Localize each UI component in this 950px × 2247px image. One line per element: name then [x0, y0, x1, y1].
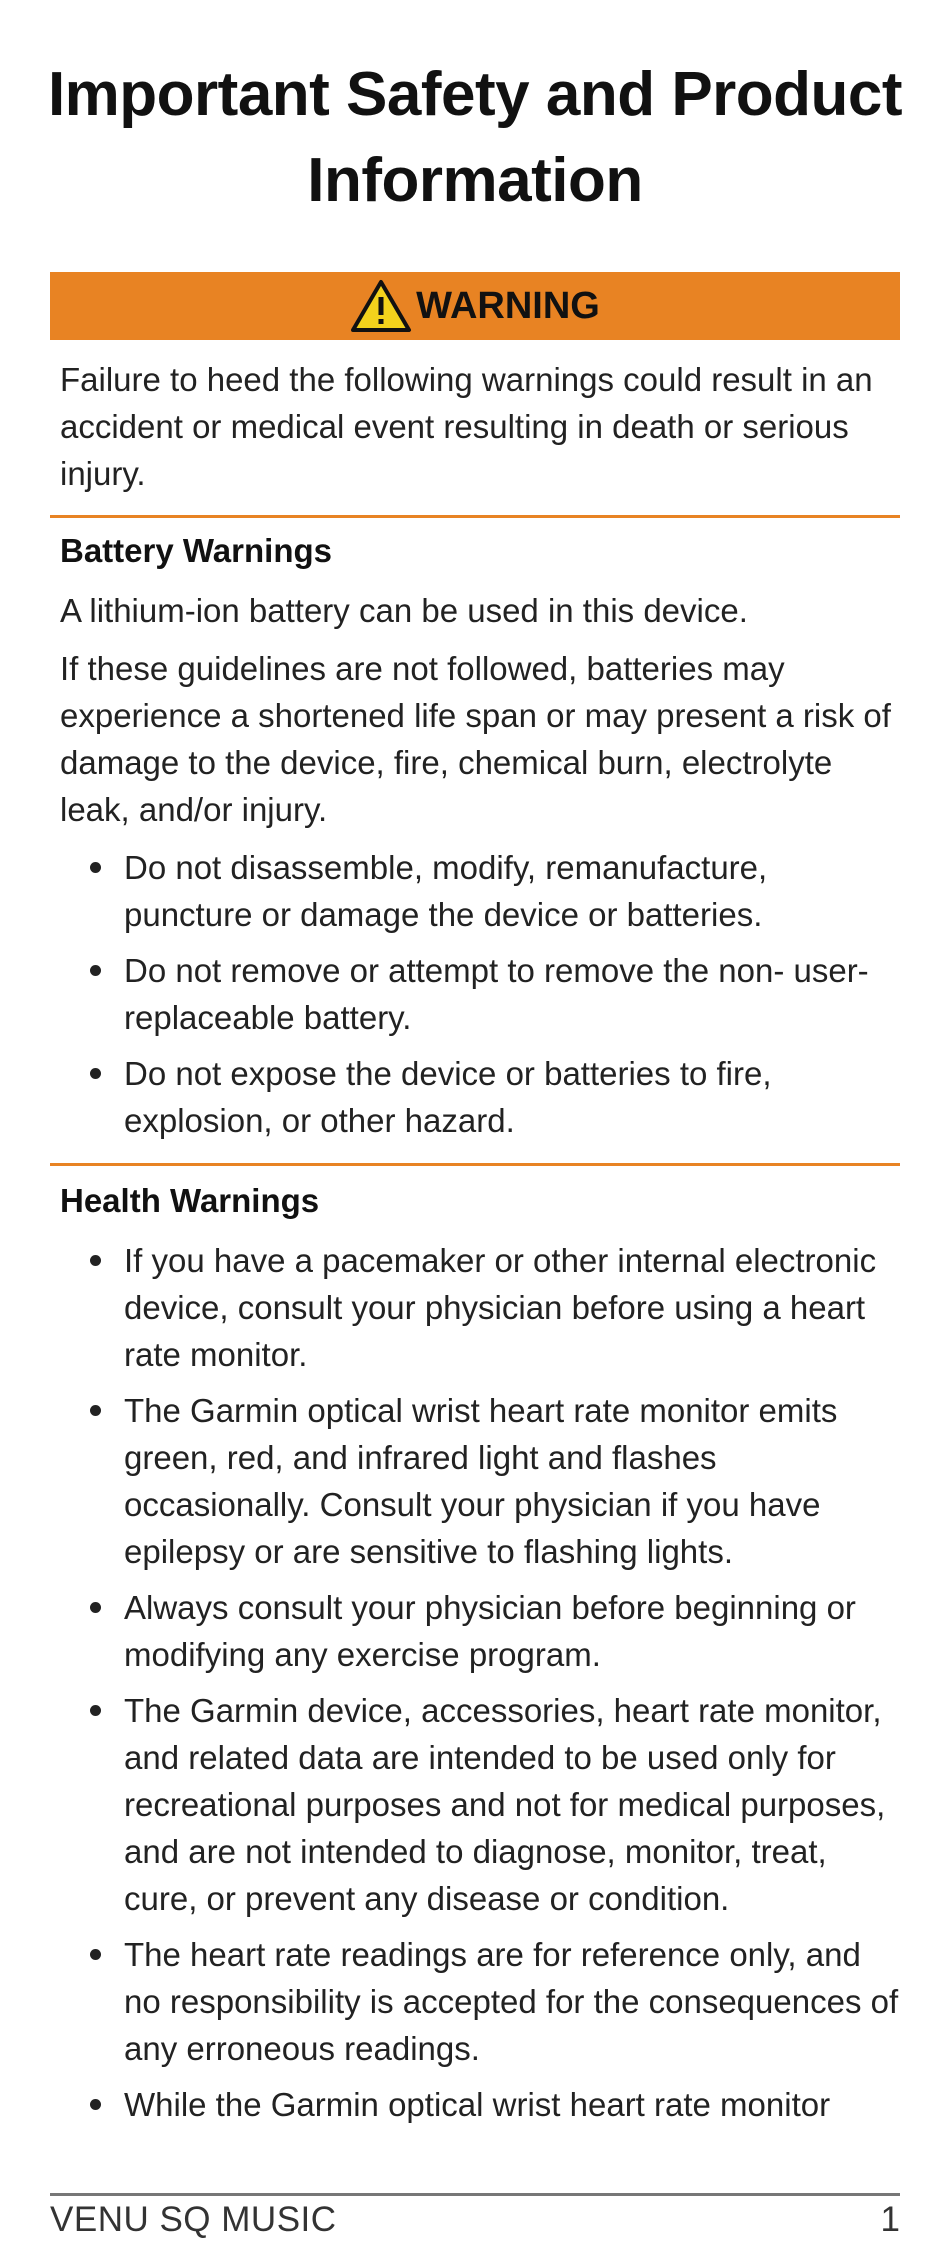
bullet-icon: [90, 1602, 101, 1613]
warning-intro-text: Failure to heed the following warnings could result in an accident or medical event resulting in death or serious injury.: [60, 361, 873, 492]
warning-banner: [50, 272, 900, 340]
bullet-icon: [90, 862, 101, 873]
list-item: Do not remove or attempt to remove the non- user-replaceable battery.: [60, 947, 900, 1041]
bullet-icon: [90, 1405, 101, 1416]
section-divider: [50, 515, 900, 518]
list-item: The Garmin optical wrist heart rate monitor emits green, red, and infrared light and flashes occasionally. Consult your physician if you have epilepsy or are sensitive to flashing lights.: [60, 1387, 900, 1575]
list-item: While the Garmin optical wrist heart rate monitor: [60, 2081, 900, 2128]
warning-label: WARNING: [416, 284, 600, 327]
list-item: The heart rate readings are for reference only, and no responsibility is accepted for the consequences of any erroneous readings.: [60, 1931, 900, 2072]
battery-warnings-heading: Battery Warnings: [60, 532, 332, 569]
bullet-icon: [90, 1949, 101, 1960]
footer-divider: [50, 2193, 900, 2196]
battery-paragraph-2: If these guidelines are not followed, batteries may experience a shortened life span or may present a risk of damage to the device, fire, chemical burn, electrolyte leak, and/or injury.: [60, 650, 891, 828]
page-number: 1: [880, 2200, 900, 2239]
list-item: Always consult your physician before beginning or modifying any exercise program.: [60, 1584, 900, 1678]
bullet-icon: [90, 1255, 101, 1266]
list-item: The Garmin device, accessories, heart rate monitor, and related data are intended to be used only for recreational purposes and not for medical purposes, and are not intended to diagnose, monitor, treat, cure, or prevent any disease or condition.: [60, 1687, 900, 1922]
list-item: Do not expose the device or batteries to fire, explosion, or other hazard.: [60, 1050, 900, 1144]
bullet-icon: [90, 2099, 101, 2110]
battery-warnings-list: [60, 844, 900, 1153]
bullet-icon: [90, 1705, 101, 1716]
list-item: If you have a pacemaker or other internal electronic device, consult your physician before using a heart rate monitor.: [60, 1237, 900, 1378]
battery-paragraph-1: A lithium-ion battery can be used in this device.: [60, 592, 748, 629]
section-divider: [50, 1163, 900, 1166]
warning-triangle-icon: [350, 279, 412, 333]
page-title: Important Safety and Product Information: [47, 60, 903, 215]
footer-product-name: VENU SQ MUSIC: [50, 2200, 337, 2239]
list-item: Do not disassemble, modify, remanufacture, puncture or damage the device or batteries.: [60, 844, 900, 938]
health-warnings-heading: Health Warnings: [60, 1182, 320, 1219]
bullet-icon: [90, 1068, 101, 1079]
bullet-icon: [90, 965, 101, 976]
health-warnings-list: [60, 1237, 900, 2137]
